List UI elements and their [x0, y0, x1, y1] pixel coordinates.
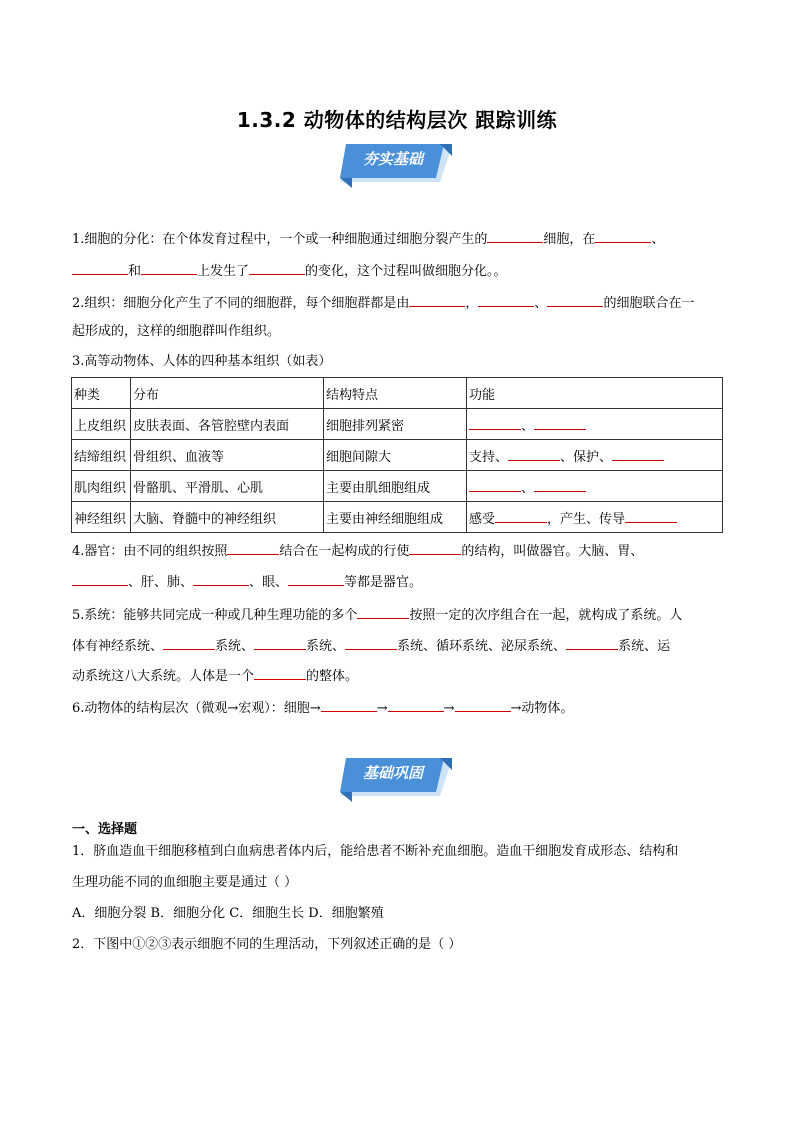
cell-kind: 神经组织	[72, 502, 131, 533]
answer-blank[interactable]	[227, 540, 279, 555]
answer-blank[interactable]	[625, 508, 677, 523]
q4-text: 结合在一起构成的行使	[279, 544, 410, 559]
section-heading: 一、选择题	[72, 822, 138, 837]
q1-text: 和	[128, 264, 142, 279]
cell-kind: 肌肉组织	[72, 471, 131, 502]
mc1-text: 1．脐血造血干细胞移植到白血病患者体内后，能给患者不断补充血细胞。造血干细胞发育成形态、结构和	[72, 844, 679, 859]
cell-distribution: 皮肤表面、各管腔壁内表面	[131, 409, 324, 440]
answer-blank[interactable]	[469, 477, 521, 492]
page-title: 1.3.2 动物体的结构层次 跟踪训练	[236, 108, 558, 132]
answer-blank[interactable]	[388, 697, 444, 712]
q2-text: 、	[534, 296, 548, 311]
cell-distribution: 骨组织、血液等	[131, 440, 324, 471]
answer-blank[interactable]	[409, 292, 465, 307]
cell-structure: 细胞间隙大	[324, 440, 467, 471]
answer-blank[interactable]	[455, 697, 511, 712]
q5-text: 按照一定的次序组合在一起，就构成了系统。人	[409, 608, 683, 623]
q6-text: →动物体。	[510, 701, 574, 716]
q1-text: 、	[651, 232, 665, 247]
cell-kind: 上皮组织	[72, 409, 131, 440]
banner-label: 基础巩固	[362, 764, 423, 782]
q1-line-2	[72, 260, 732, 282]
mc1-line-2	[72, 873, 732, 893]
answer-blank[interactable]	[487, 228, 543, 243]
q4-text: 4.器官：由不同的组织按照	[72, 544, 228, 559]
q1-text: 的变化，这个过程叫做细胞分化。。	[305, 264, 507, 279]
answer-blank[interactable]	[612, 446, 664, 461]
answer-blank[interactable]	[193, 571, 249, 586]
mc2-text: 2．下图中①②③表示细胞不同的生理活动，下列叙述正确的是（ ）	[72, 937, 462, 952]
answer-blank[interactable]	[345, 635, 397, 650]
q2-text: 的细胞联合在一	[603, 296, 695, 311]
cell-structure: 主要由神经细胞组成	[324, 502, 467, 533]
q4-text: 等都是器官。	[344, 575, 423, 590]
q5-line-2	[72, 635, 732, 657]
q5-text: 动系统这八大系统。人体是一个	[72, 669, 255, 684]
q3-text: 3.高等动物体、人体的四种基本组织（如表）	[72, 354, 332, 369]
table-row	[72, 502, 723, 533]
table-row	[72, 440, 723, 471]
answer-blank[interactable]	[495, 508, 547, 523]
answer-blank[interactable]	[409, 540, 461, 555]
header-cell: 功能	[467, 378, 723, 409]
answer-blank[interactable]	[357, 604, 409, 619]
cell-distribution: 骨骼肌、平滑肌、心肌	[131, 471, 324, 502]
q1-text: 1.细胞的分化：在个体发育过程中，一个或一种细胞通过细胞分裂产生的	[72, 232, 488, 247]
header-cell: 分布	[131, 378, 324, 409]
answer-blank[interactable]	[249, 260, 305, 275]
cell-function: 、	[467, 471, 723, 502]
answer-blank[interactable]	[288, 571, 344, 586]
cell-structure: 细胞排列紧密	[324, 409, 467, 440]
answer-blank[interactable]	[141, 260, 197, 275]
q4-text: 、眼、	[249, 575, 289, 590]
answer-blank[interactable]	[254, 665, 306, 680]
answer-blank[interactable]	[534, 415, 586, 430]
table-row	[72, 409, 723, 440]
mc1-options	[72, 904, 732, 924]
mc1-options-text: A．细胞分裂 B．细胞分化 C．细胞生长 D．细胞繁殖	[72, 906, 384, 921]
q5-text: 5.系统：能够共同完成一种或几种生理功能的多个	[72, 608, 358, 623]
answer-blank[interactable]	[321, 697, 377, 712]
q5-text: 系统、	[306, 639, 346, 654]
q4-line-2	[72, 571, 732, 593]
section-banner-consolidate	[340, 756, 450, 800]
q4-text: 的结构，叫做器官。大脑、胃、	[461, 544, 644, 559]
q5-text: 体有神经系统、	[72, 639, 164, 654]
q1-text: 细胞，在	[543, 232, 596, 247]
header-cell: 结构特点	[324, 378, 467, 409]
section-banner-basics	[340, 142, 450, 186]
q5-text: 系统、	[215, 639, 255, 654]
q6-line	[72, 697, 732, 719]
answer-blank[interactable]	[547, 292, 603, 307]
q5-text: 系统、循环系统、泌尿系统、	[397, 639, 567, 654]
q4-text: 、肝、肺、	[128, 575, 194, 590]
q2-text: ，	[465, 296, 479, 311]
tissue-table	[71, 377, 723, 533]
cell-function: 支持、 、保护、	[467, 440, 723, 471]
answer-blank[interactable]	[72, 260, 128, 275]
cell-kind: 结缔组织	[72, 440, 131, 471]
banner-label: 夯实基础	[362, 150, 423, 168]
mc2-line-1	[72, 935, 732, 955]
answer-blank[interactable]	[469, 415, 521, 430]
mc1-line-1	[72, 842, 732, 862]
q6-text: 6.动物体的结构层次（微观→宏观）：细胞→	[72, 701, 321, 716]
q2-text: 2.组织：细胞分化产生了不同的细胞群，每个细胞群都是由	[72, 296, 410, 311]
q4-line-1	[72, 540, 732, 562]
table-row	[72, 471, 723, 502]
q2-line-1	[72, 292, 732, 314]
q6-text: →	[443, 701, 455, 716]
q2-text: 起形成的，这样的细胞群叫作组织。	[72, 324, 281, 339]
cell-function: 感受 ，产生、传导	[467, 502, 723, 533]
cell-structure: 主要由肌细胞组成	[324, 471, 467, 502]
q5-line-1	[72, 604, 732, 626]
q6-text: →	[376, 701, 388, 716]
cell-function: 、	[467, 409, 723, 440]
mc1-text: 生理功能不同的血细胞主要是通过（ ）	[72, 875, 298, 890]
q3-heading	[72, 352, 732, 372]
q1-line-1	[72, 228, 732, 250]
answer-blank[interactable]	[566, 635, 618, 650]
answer-blank[interactable]	[163, 635, 215, 650]
q1-text: 上发生了	[197, 264, 250, 279]
answer-blank[interactable]	[595, 228, 651, 243]
q5-text: 系统、运	[618, 639, 671, 654]
q5-line-3	[72, 665, 732, 687]
answer-blank[interactable]	[508, 446, 560, 461]
answer-blank[interactable]	[72, 571, 128, 586]
cell-distribution: 大脑、脊髓中的神经组织	[131, 502, 324, 533]
answer-blank[interactable]	[254, 635, 306, 650]
q2-line-2	[72, 322, 732, 342]
answer-blank[interactable]	[534, 477, 586, 492]
answer-blank[interactable]	[478, 292, 534, 307]
header-cell: 种类	[72, 378, 131, 409]
table-header-row	[72, 378, 723, 409]
q5-text: 的整体。	[306, 669, 359, 684]
